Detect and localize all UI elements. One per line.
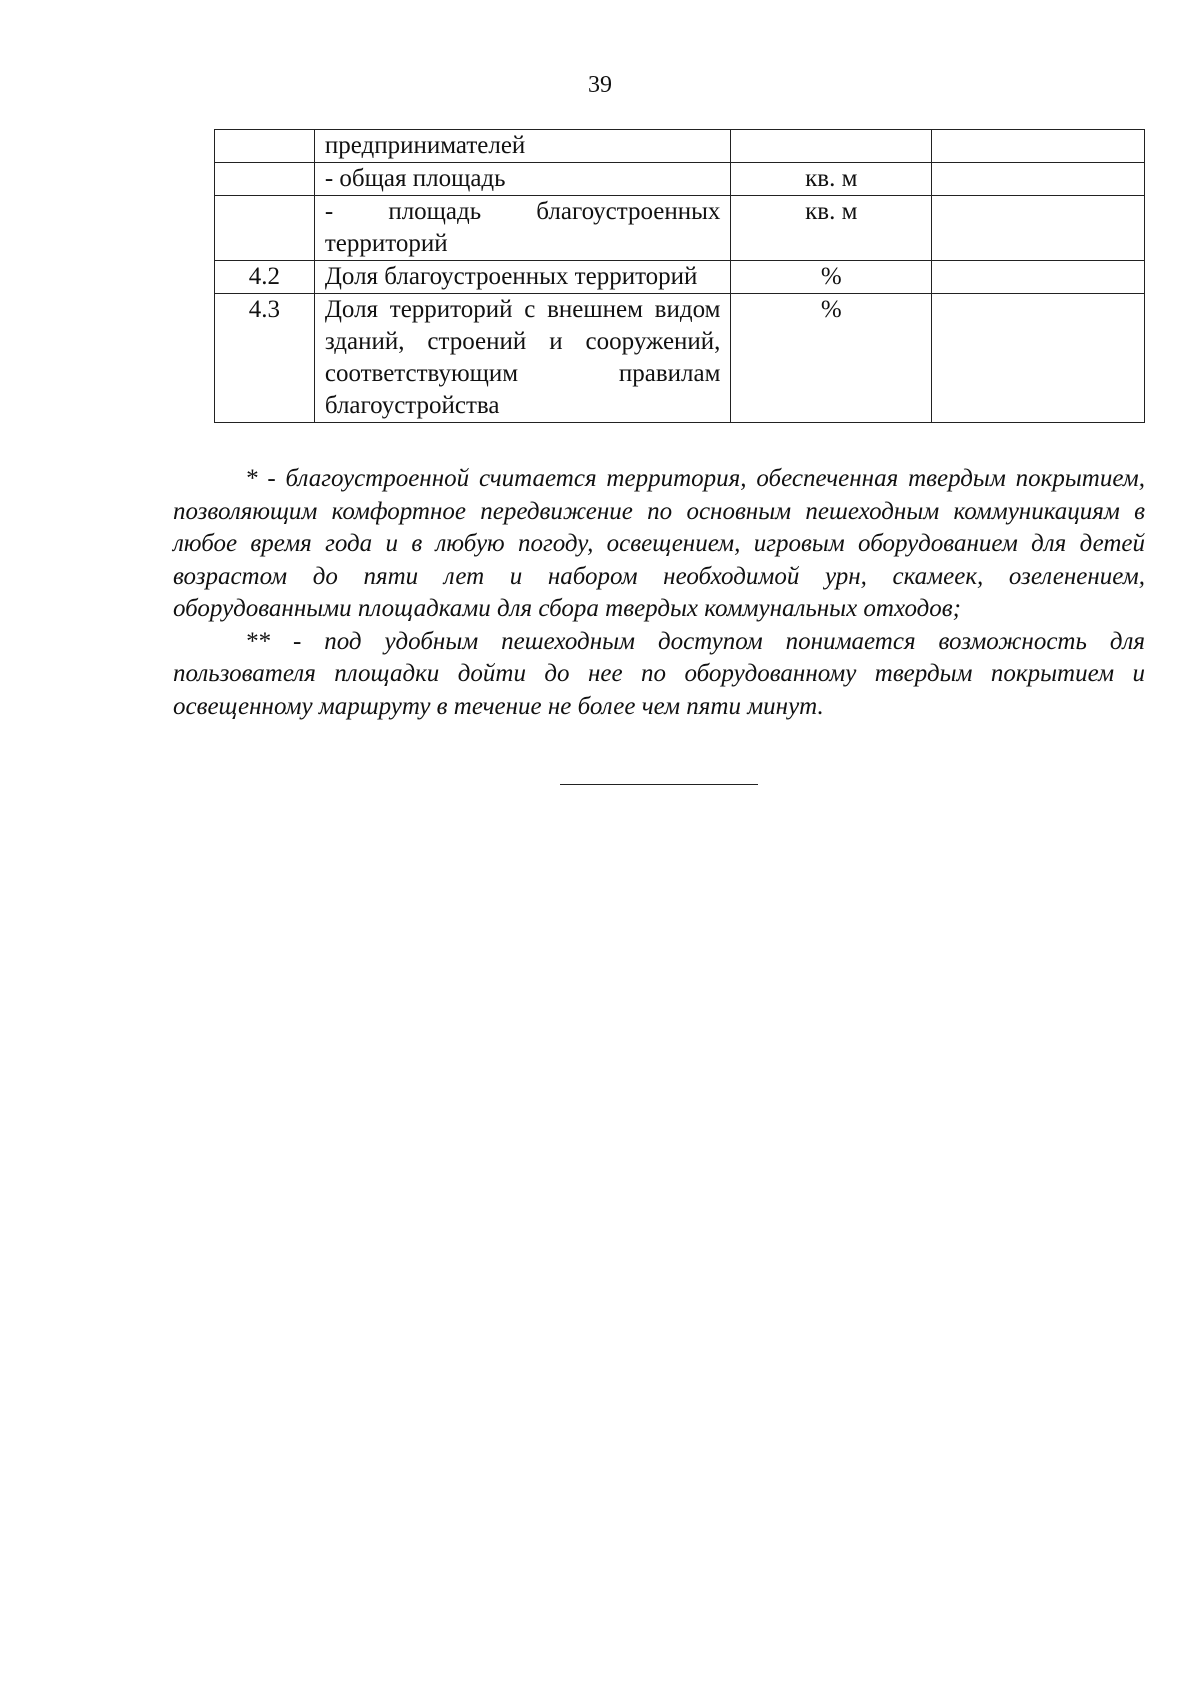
table-row <box>215 163 1145 196</box>
indicator-name: - общая площадь <box>314 163 731 196</box>
unit-cell <box>731 130 932 163</box>
unit-cell: кв. м <box>731 196 932 261</box>
end-divider <box>560 784 758 785</box>
row-number: 4.2 <box>215 261 315 294</box>
indicator-name: Доля благоустроенных территорий <box>314 261 731 294</box>
value-cell <box>932 294 1145 423</box>
value-cell <box>932 261 1145 294</box>
footnote-asterisk: * - благоустроенной считается территория, обеспеченная твердым покрытием, позволяющим комфортное передвижение по основным пешеходным коммуникациям в любое время года и в любую погоду, освещением, игровым оборудованием для детей возрастом до пяти лет и набором необходимой урн, скамеек, озеленением, оборудованными площадками для сбора твердых коммунальных отходов; <box>173 465 1145 622</box>
value-cell <box>932 163 1145 196</box>
indicator-name: предпринимателей <box>314 130 731 163</box>
page-number: 39 <box>588 72 612 98</box>
unit-cell: % <box>731 294 932 423</box>
unit-cell: кв. м <box>731 163 932 196</box>
table-row <box>215 294 1145 423</box>
footnote-double-asterisk: ** - под удобным пешеходным доступом понимается возможность для пользователя площадки дойти до нее по оборудованному твердым покрытием и освещенному маршруту в течение не более чем пяти минут. <box>173 627 1145 720</box>
indicators-table <box>214 129 1145 423</box>
row-number <box>215 163 315 196</box>
value-cell <box>932 130 1145 163</box>
footnotes <box>173 463 1145 723</box>
table-row <box>215 196 1145 261</box>
table-row <box>215 261 1145 294</box>
value-cell <box>932 196 1145 261</box>
indicator-name: - площадь благоустроенных территорий <box>314 196 731 261</box>
unit-cell: % <box>731 261 932 294</box>
row-number: 4.3 <box>215 294 315 423</box>
row-number <box>215 130 315 163</box>
table-row <box>215 130 1145 163</box>
indicator-name: Доля территорий с внешнем видом зданий, строений и сооружений, соответствующим правилам благоустройства <box>314 294 731 423</box>
row-number <box>215 196 315 261</box>
